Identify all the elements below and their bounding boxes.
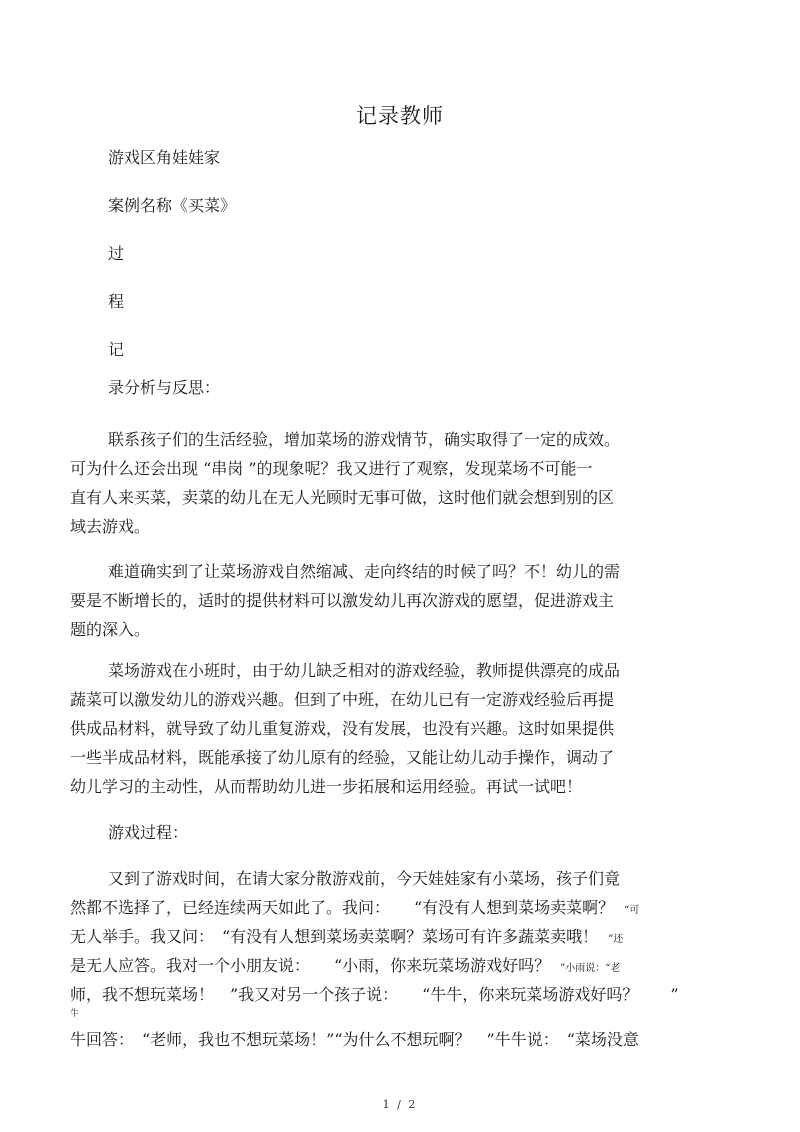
page-number: 1 / 2 [382, 1098, 418, 1111]
paragraph-line: 难道确实到了让菜场游戏自然缩减、走向终结的时候了吗？不！幼儿的需 [108, 562, 621, 581]
paragraph-line: 联系孩子们的生活经验，增加菜场的游戏情节，确实取得了一定的成效。 [108, 430, 621, 449]
meta-line-char-2: 程 [108, 292, 125, 311]
document-title: 记录教师 [356, 104, 444, 128]
line-small-text: “可 [614, 905, 640, 916]
line-small-text: ”还 [598, 934, 624, 945]
line-text: 是无人应答。我对一个小朋友说： “小雨，你来玩菜场游戏好吗？ [70, 956, 551, 975]
paragraph-reflection-3 [70, 656, 670, 801]
line-small-text: ”小雨说：“老 [550, 963, 621, 974]
meta-line-analysis-heading: 录分析与反思： [108, 378, 221, 397]
paragraph-line: 牛回答： “老师，我也不想玩菜场！”“为什么不想玩啊？ ”牛牛说： “菜场没意 [70, 1030, 639, 1049]
paragraph-line: 蔬菜可以激发幼儿的游戏兴趣。但到了中班，在幼儿已有一定游戏经验后再提 [70, 690, 615, 709]
paragraph-game-process [70, 864, 679, 1009]
wrapped-char: 牛 [70, 1009, 80, 1019]
paragraph-line: 直有人来买菜，卖菜的幼儿在无人光顾时无事可做，这时他们就会想到别的区 [70, 488, 615, 507]
paragraph-line: 可为什么还会出现 “串岗 ”的现象呢？我又进行了观察，发现菜场不可能一 [70, 459, 593, 478]
paragraph-line: 师，我不想玩菜场！ ”我又对另一个孩子说： “牛牛，你来玩菜场游戏好吗？ ” [70, 985, 679, 1004]
paragraph-line: 域去游戏。 [70, 517, 151, 536]
line-text: 然都不选择了，已经连续两天如此了。我问： “有没有人想到菜场卖菜啊？ [70, 898, 615, 917]
paragraph-line [70, 922, 670, 951]
section-heading-game-process: 游戏过程： [108, 823, 189, 842]
paragraph-line: 又到了游戏时间，在请大家分散游戏前，今天娃娃家有小菜场，孩子们竟 [108, 869, 621, 888]
paragraph-line: 一些半成品材料，既能承接了幼儿原有的经验，又能让幼儿动手操作，调动了 [70, 748, 615, 767]
paragraph-line [70, 893, 670, 922]
meta-line-case-name: 案例名称《买菜》 [108, 196, 237, 215]
paragraph-line: 题的深入。 [70, 620, 151, 639]
paragraph-game-process-cont [70, 1025, 670, 1054]
paragraph-line [70, 951, 670, 980]
paragraph-reflection-2 [70, 557, 670, 644]
line-text: 无人举手。我又问： “有没有人想到菜场卖菜啊？菜场可有许多蔬菜卖哦！ [70, 927, 599, 946]
paragraph-line: 幼儿学习的主动性，从而帮助幼儿进一步拓展和运用经验。再试一试吧！ [70, 777, 583, 796]
meta-line-char-3: 记 [108, 340, 125, 359]
meta-line-game-area: 游戏区角娃娃家 [108, 148, 221, 167]
paragraph-line: 菜场游戏在小班时，由于幼儿缺乏相对的游戏经验，教师提供漂亮的成品 [108, 661, 621, 680]
paragraph-reflection-1 [70, 425, 670, 541]
paragraph-line: 要是不断增长的，适时的提供材料可以激发幼儿再次游戏的愿望，促进游戏主 [70, 591, 615, 610]
paragraph-line: 供成品材料，就导致了幼儿重复游戏，没有发展，也没有兴趣。这时如果提供 [70, 719, 615, 738]
meta-line-char-1: 过 [108, 244, 125, 263]
